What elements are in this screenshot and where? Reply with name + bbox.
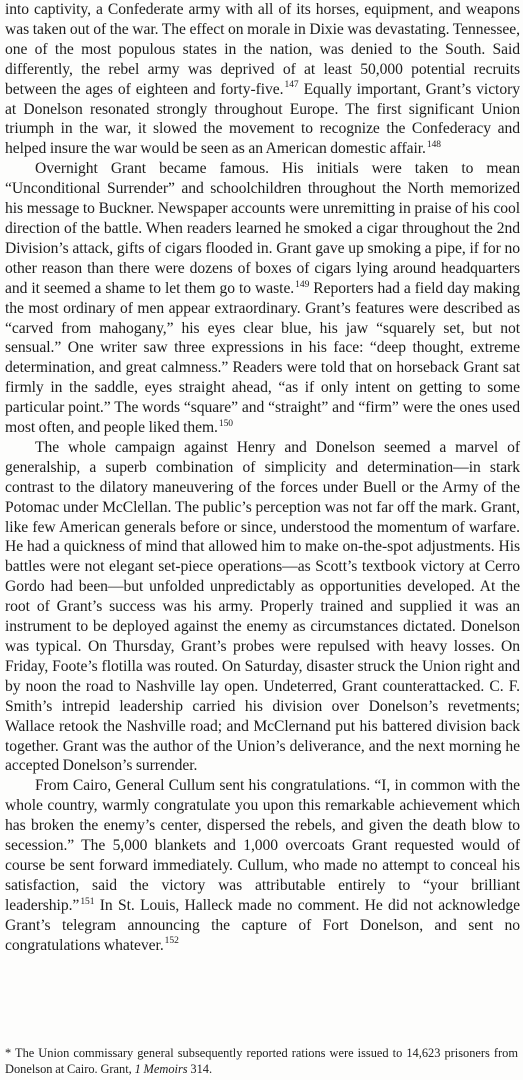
paragraph-2-text-a: Overnight Grant became famous. His initials were taken to mean “Unconditional Surrender” and schoolchildren throughout the North memorized his message to Buckner. Newspaper accounts were unremitting in praise of his cool direction of the battle. When readers learned he smoked a cigar throughout the 2nd Division’s attack, gifts of cigars flooded in. Grant gave up smoking a pipe, if for no other reason than there were dozens of boxes of cigars lying around headquarters and it seemed a shame to let them go to waste. bbox=[5, 160, 520, 297]
paragraph-2-text-b: Reporters had a field day making the most ordinary of men appear extraordinary. Grant’s features were described as “carved from mahogany,” his eyes clear blue, his jaw “squarely set, but not sensual.” One writer saw three expressions in his face: “deep thought, extreme determination, and great calmness.” Readers were told that on horseback Grant sat firmly in the saddle, eyes straight ahead, “as if only intent on getting to some particular point.” The words “square” and “straight” and “firm” were the ones used most often, and people liked them. bbox=[5, 279, 521, 437]
endnote-ref-151: 151 bbox=[80, 896, 95, 907]
endnote-ref-152: 152 bbox=[164, 936, 179, 947]
footnote-text: * The Union commissary general subsequently reported rations were issued to 14,623 prisoners from Donelson at Cairo. Grant, bbox=[5, 1046, 518, 1076]
paragraph-1-text-b: Equally important, Grant’s victory at Donelson resonated strongly throughout Europe. The first significant Union triumph in the war, it slowed the movement to recognize the Confederacy and helped insure the war would be seen as an American domestic affair. bbox=[5, 80, 520, 158]
footnote bbox=[5, 1045, 518, 1077]
endnote-ref-148: 148 bbox=[426, 140, 441, 151]
endnote-ref-147: 147 bbox=[284, 80, 299, 91]
paragraph-3 bbox=[5, 438, 520, 776]
endnote-ref-149: 149 bbox=[295, 279, 310, 290]
paragraph-4-text-b: In St. Louis, Halleck made no comment. He did not acknowledge Grant’s telegram announcing the capture of Fort Donelson, and sent no congratulations whatever. bbox=[5, 896, 520, 954]
endnote-ref-150: 150 bbox=[218, 418, 234, 429]
footnote-source-title: 1 Memoirs bbox=[134, 1062, 188, 1076]
footnote-page: 314. bbox=[187, 1062, 213, 1076]
paragraph-1-text-a: into captivity, a Confederate army with all of its horses, equipment, and weapons was taken out of the war. The effect on morale in Dixie was devastating. Tennessee, one of the most populous states in the nation, was denied to the South. Said differently, the rebel army was deprived of at least 50,000 potential recruits between the ages of eighteen and forty-five. bbox=[5, 1, 520, 98]
paragraph-3-text: The whole campaign against Henry and Donelson seemed a marvel of generalship, a superb combination of simplicity and determination—in stark contrast to the dilatory maneuvering of the forces under Buell or the Army of the Potomac under McClellan. The public’s perception was not far off the mark. Grant, like few American generals before or since, understood the momentum of warfare. He had a quickness of mind that allowed him to make on-the-spot adjustments. His battles were not elegant set-piece operations—as Scott’s textbook victory at Cerro Gordo had been—but unfolded unpredictably as opportunities developed. At the root of Grant’s success was his army. Properly trained and supplied it was an instrument to be deployed against the enemy as circumstances dictated. Donelson was typical. On Thursday, Grant’s probes were repulsed with heavy losses. On Friday, Foote’s flotilla was routed. On Saturday, disaster struck the Union right and by noon the road to Nashville lay open. Undeterred, Grant counterattacked. C. F. Smith’s intrepid leadership carried his division over Donelson’s revetments; Wallace retook the Nashville road; and McClernand put his battered division back together. Grant was the author of the Union’s deliverance, and the next morning he accepted Donelson’s surrender. bbox=[5, 438, 520, 775]
paragraph-2 bbox=[5, 159, 520, 438]
paragraph-1 bbox=[5, 0, 520, 159]
paragraph-4 bbox=[5, 776, 520, 955]
paragraph-4-text-a: From Cairo, General Cullum sent his congratulations. “I, in common with the whole country, warmly congratulate you upon this remarkable achievement which has broken the enemy’s center, dispersed the rebels, and given the death blow to secession.” The 5,000 blankets and 1,000 overcoats Grant requested would of course be sent forward immediately. Cullum, who made no attempt to conceal his satisfaction, said the victory was attributable entirely to “your brilliant leadership.” bbox=[5, 777, 520, 914]
body-text bbox=[5, 0, 520, 956]
